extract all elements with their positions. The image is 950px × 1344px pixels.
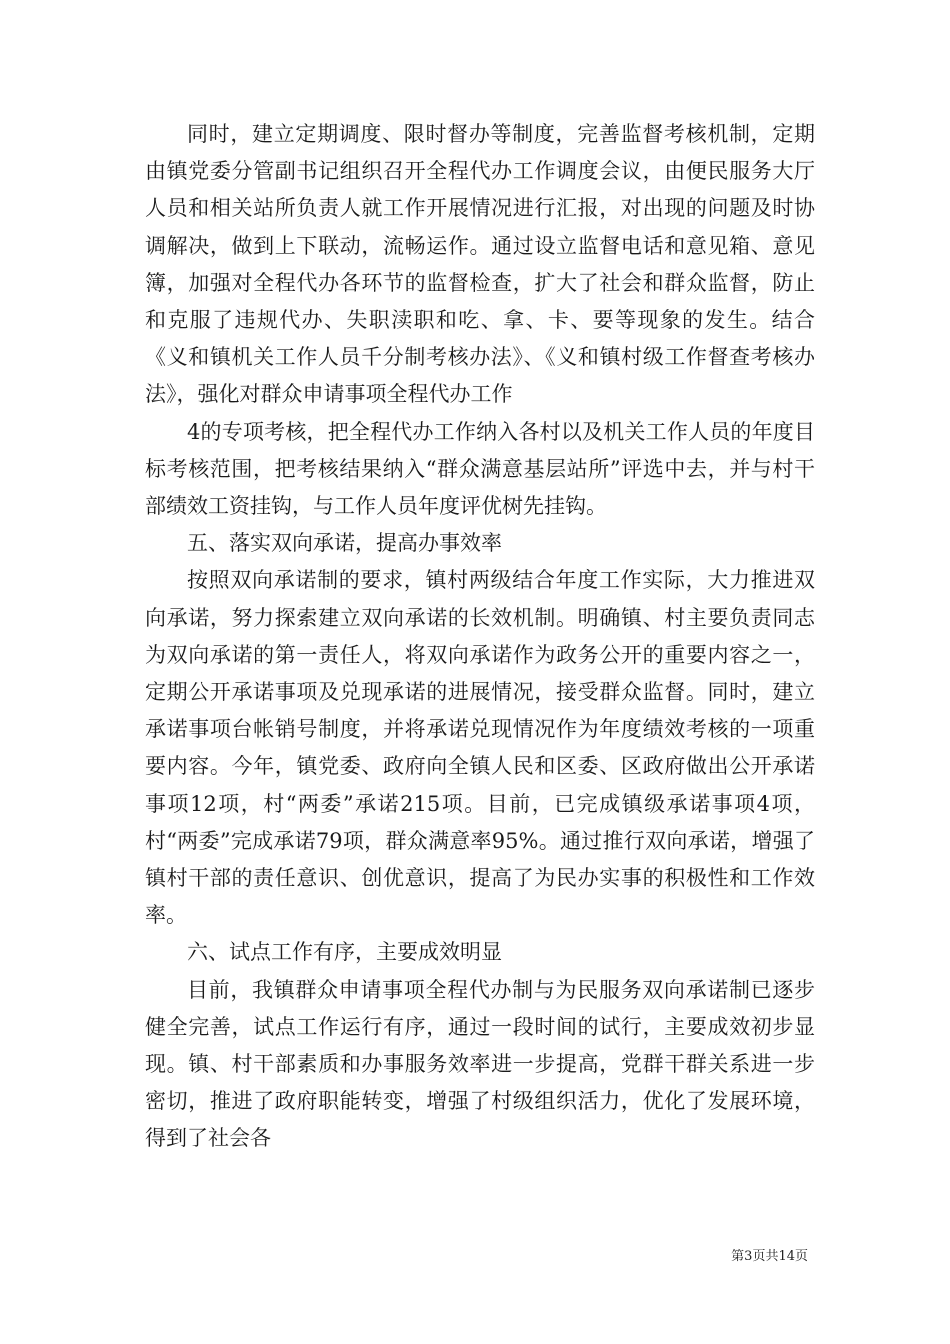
page-number-footer: 第3页共14页 [731,1249,808,1264]
section-heading-six: 六、试点工作有序，主要成效明显 [187,940,502,965]
paragraph-commitment: 按照双向承诺制的要求，镇村两级结合年度工作实际，大力推进双向承诺，努力探索建立双向承诺的长效机制。明确镇、村主要负责同志为双向承诺的第一责任人，将双向承诺作为政务公开的重要内容之一，定期公开承诺事项及兑现承诺的进展情况，接受群众监督。同时，建立承诺事项台帐销号制度，并将承诺兑现情况作为年度绩效考核的一项重要内容。今年，镇党委、政府向全镇人民和区委、区政府做出公开承诺事项12项，村“两委”承诺215项。目前，已完成镇级承诺事项4项，村“两委”完成承诺79项，群众满意率95%。通过推行双向承诺，增强了镇村干部的责任意识、创优意识，提高了为民办实事的积极性和工作效率。 [145,568,815,928]
paragraph-supervision: 同时，建立定期调度、限时督办等制度，完善监督考核机制，定期由镇党委分管副书记组织召开全程代办工作调度会议，由便民服务大厅人员和相关站所负责人就工作开展情况进行汇报，对出现的问题及时协调解决，做到上下联动，流畅运作。通过设立监督电话和意见箱、意见簿，加强对全程代办各环节的监督检查，扩大了社会和群众监督，防止和克服了违规代办、失职渎职和吃、拿、卡、要等现象的发生。结合《义和镇机关工作人员千分制考核办法》、《义和镇村级工作督查考核办法》，强化对群众申请事项全程代办工作 [145,122,815,407]
section-heading-five: 五、落实双向承诺，提高办事效率 [187,531,502,556]
paragraph-assessment: 4的专项考核，把全程代办工作纳入各村以及机关工作人员的年度目标考核范围，把考核结果纳入“群众满意基层站所”评选中去，并与村干部绩效工资挂钩，与工作人员年度评优树先挂钩。 [145,419,815,519]
document-body [145,116,815,1158]
paragraph-results: 目前，我镇群众申请事项全程代办制与为民服务双向承诺制已逐步健全完善，试点工作运行有序，通过一段时间的试行，主要成效初步显现。镇、村干部素质和办事服务效率进一步提高，党群干群关系进一步密切，推进了政府职能转变，增强了村级组织活力，优化了发展环境，得到了社会各 [145,977,815,1151]
